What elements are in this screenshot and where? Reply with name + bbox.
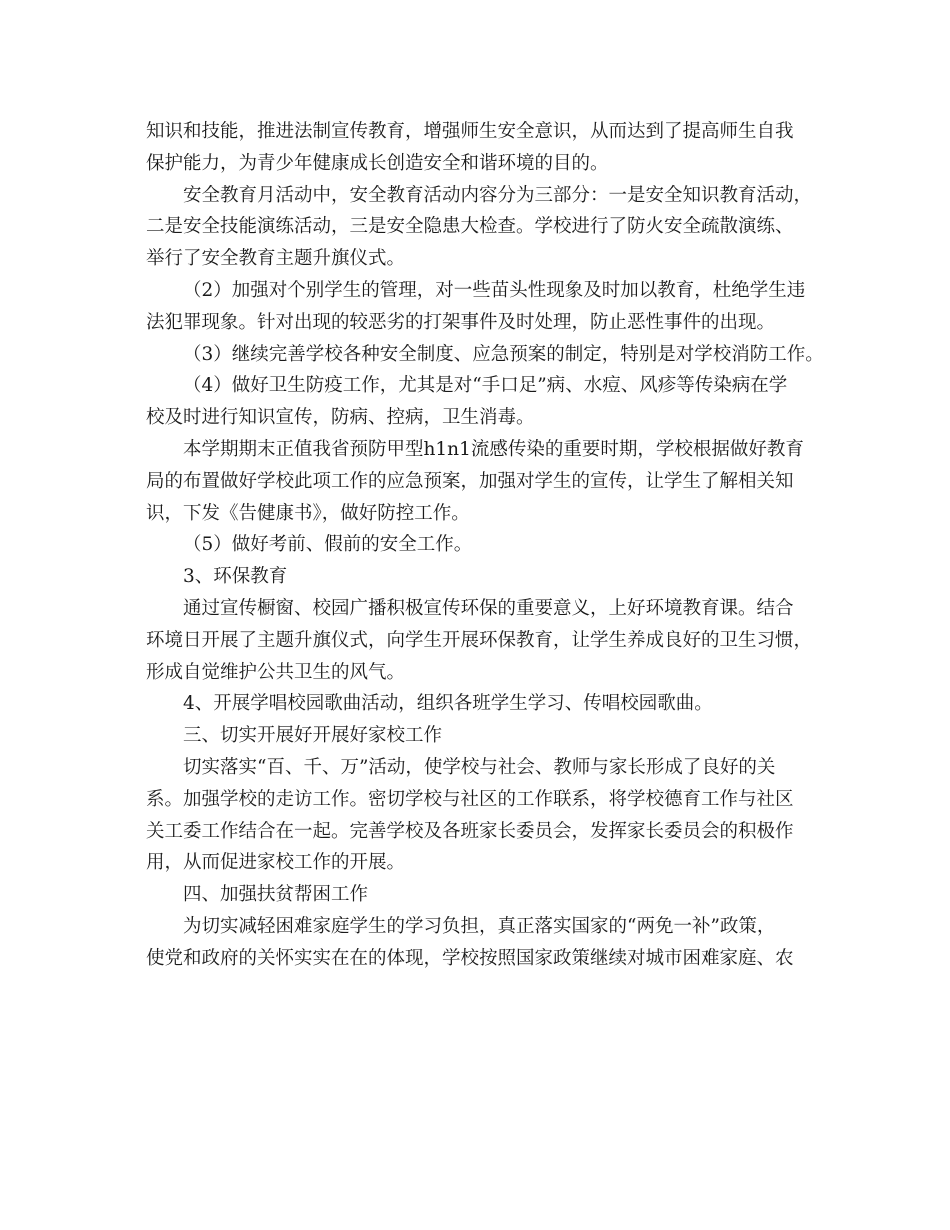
text-line: 举行了安全教育主题升旗仪式。	[146, 248, 406, 270]
text-line: 局的布置做好学校此项工作的应急预案，加强对学生的宣传，让学生了解相关知	[146, 470, 794, 492]
text-line: （2）加强对个别学生的管理，对一些苗头性现象及时加以教育，杜绝学生违	[183, 279, 806, 301]
text-line: 使党和政府的关怀实实在在的体现，学校按照国家政策继续对城市困难家庭、农	[146, 947, 794, 969]
text-line: 通过宣传橱窗、校园广播积极宣传环保的重要意义，上好环境教育课。结合	[183, 597, 794, 619]
text-line: 形成自觉维护公共卫生的风气。	[146, 661, 406, 683]
text-line: 识，下发《告健康书》，做好防控工作。	[146, 502, 470, 524]
text-line: 本学期期末正值我省预防甲型h1n1流感传染的重要时期，学校根据做好教育	[183, 438, 804, 460]
text-line: 安全教育月活动中，安全教育活动内容分为三部分：一是安全知识教育活动，	[183, 184, 813, 206]
text-line: （5）做好考前、假前的安全工作。	[183, 534, 473, 556]
section-heading: 三、切实开展好开展好家校工作	[183, 725, 443, 747]
text-line: （3）继续完善学校各种安全制度、应急预案的制定，特别是对学校消防工作。	[183, 343, 824, 365]
text-line: （4）做好卫生防疫工作，尤其是对“手口足”病、水痘、风疹等传染病在学	[183, 375, 788, 397]
text-line: 校及时进行知识宣传，防病、控病，卫生消毒。	[146, 407, 535, 429]
section-heading: 3、环保教育	[183, 566, 288, 588]
text-line: 法犯罪现象。针对出现的较恶劣的打架事件及时处理，防止恶性事件的出现。	[146, 311, 776, 333]
text-line: 关工委工作结合在一起。完善学校及各班家长委员会，发挥家长委员会的积极作	[146, 820, 794, 842]
text-line: 用，从而促进家校工作的开展。	[146, 852, 406, 874]
section-heading: 四、加强扶贫帮困工作	[183, 884, 369, 906]
text-line: 4、开展学唱校园歌曲活动，组织各班学生学习、传唱校园歌曲。	[183, 693, 713, 715]
text-line: 环境日开展了主题升旗仪式，向学生开展环保教育，让学生养成良好的卫生习惯，	[146, 629, 813, 651]
text-line: 知识和技能，推进法制宣传教育，增强师生安全意识，从而达到了提高师生自我	[146, 121, 794, 142]
text-line: 保护能力，为青少年健康成长创造安全和谐环境的目的。	[146, 152, 609, 174]
document-body	[146, 116, 824, 975]
text-line: 为切实减轻困难家庭学生的学习负担，真正落实国家的“两免一补”政策，	[183, 915, 776, 937]
text-line: 二是安全技能演练活动，三是安全隐患大检查。学校进行了防火安全疏散演练、	[146, 216, 794, 238]
text-line: 系。加强学校的走访工作。密切学校与社区的工作联系，将学校德育工作与社区	[146, 788, 794, 810]
text-line: 切实落实“百、千、万”活动，使学校与社会、教师与家长形成了良好的关	[183, 756, 776, 778]
